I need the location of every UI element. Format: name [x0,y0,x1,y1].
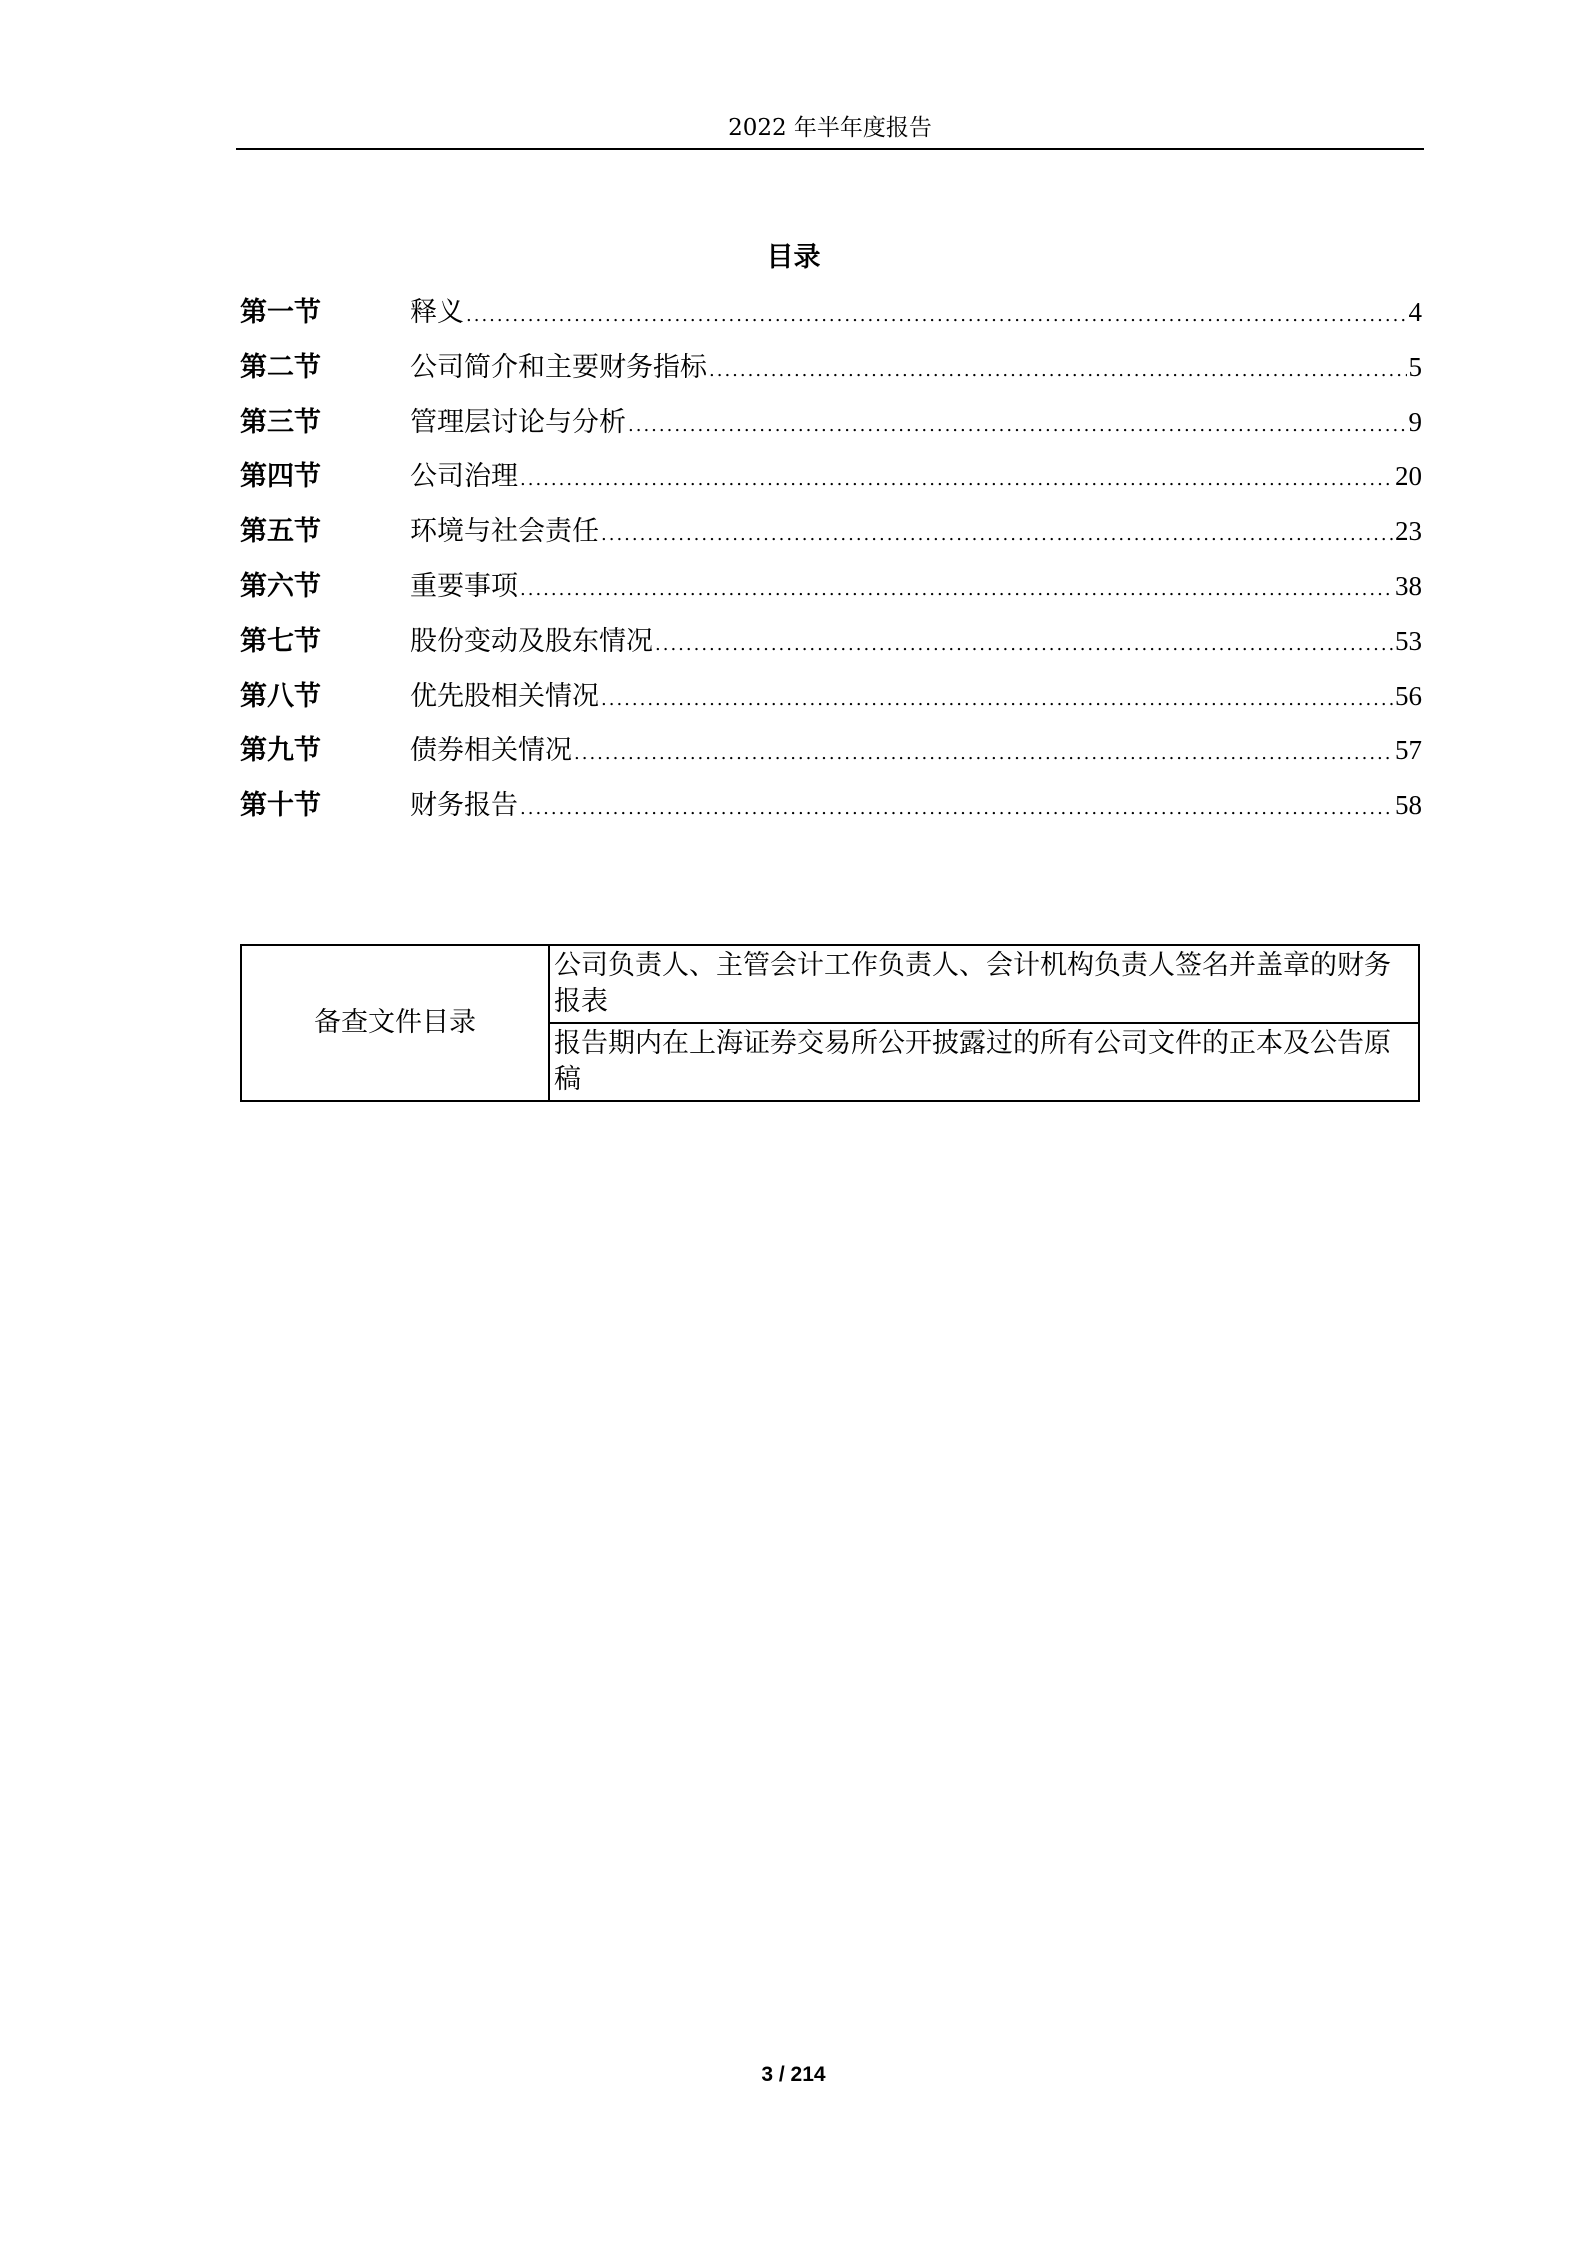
toc-section-number: 第二节 [240,351,321,383]
toc-leader-dots [520,789,1393,829]
reference-documents-label: 备查文件目录 [241,945,549,1101]
toc-section-number: 第十节 [240,790,321,822]
toc-page-number: 53 [1395,625,1422,656]
toc-entry[interactable] [240,621,1422,676]
toc-page-number: 58 [1395,790,1422,821]
toc-heading: 目录 [766,242,821,273]
table-row [241,945,1419,1023]
page-header [236,108,1424,150]
toc-leader-dots [601,515,1393,555]
toc-page-number: 23 [1395,516,1422,547]
reference-document-item: 公司负责人、主管会计工作负责人、会计机构负责人签名并盖章的财务报表 [549,945,1419,1023]
toc-entry[interactable] [240,676,1422,731]
toc-section-number: 第四节 [240,461,321,493]
toc-section-title: 环境与社会责任 [410,516,599,548]
toc-page-number: 5 [1408,351,1422,382]
toc-leader-dots [709,351,1407,391]
toc-section-number: 第八节 [240,680,321,712]
toc-section-number: 第三节 [240,406,321,438]
toc-page-number: 9 [1408,406,1422,437]
toc-page-number: 38 [1395,570,1422,601]
report-title: 2022 年半年度报告 [728,115,932,141]
toc-page-number: 56 [1395,680,1422,711]
toc-section-title: 股份变动及股东情况 [410,625,653,657]
toc-entry[interactable] [240,292,1422,347]
toc-entry[interactable] [240,730,1422,785]
toc-leader-dots [466,296,1407,336]
toc-entry[interactable] [240,511,1422,566]
toc-section-title: 债券相关情况 [410,735,572,767]
reference-document-item: 报告期内在上海证券交易所公开披露过的所有公司文件的正本及公告原稿 [549,1023,1419,1101]
toc-page-number: 57 [1395,735,1422,766]
toc-page-number: 20 [1395,461,1422,492]
toc-leader-dots [601,680,1393,720]
toc-entry[interactable] [240,456,1422,511]
toc-section-number: 第六节 [240,570,321,602]
table-of-contents [240,292,1422,840]
toc-section-number: 第七节 [240,625,321,657]
toc-section-number: 第五节 [240,516,321,548]
toc-leader-dots [520,460,1393,500]
toc-section-title: 重要事项 [410,570,518,602]
toc-entry[interactable] [240,402,1422,457]
toc-leader-dots [574,734,1393,774]
toc-section-title: 财务报告 [410,790,518,822]
toc-entry[interactable] [240,566,1422,621]
toc-section-number: 第九节 [240,735,321,767]
toc-entry[interactable] [240,347,1422,402]
toc-section-number: 第一节 [240,297,321,328]
toc-section-title: 释义 [410,297,464,328]
toc-section-title: 公司治理 [410,461,518,493]
toc-page-number: 4 [1408,297,1422,327]
toc-leader-dots [655,625,1393,665]
toc-leader-dots [628,406,1407,446]
toc-section-title: 优先股相关情况 [410,680,599,712]
toc-section-title: 公司简介和主要财务指标 [410,351,707,383]
reference-documents-table [240,944,1420,1102]
toc-entry[interactable] [240,785,1422,840]
toc-section-title: 管理层讨论与分析 [410,406,626,438]
toc-leader-dots [520,570,1393,610]
page-indicator: 3 / 214 [761,2063,826,2086]
